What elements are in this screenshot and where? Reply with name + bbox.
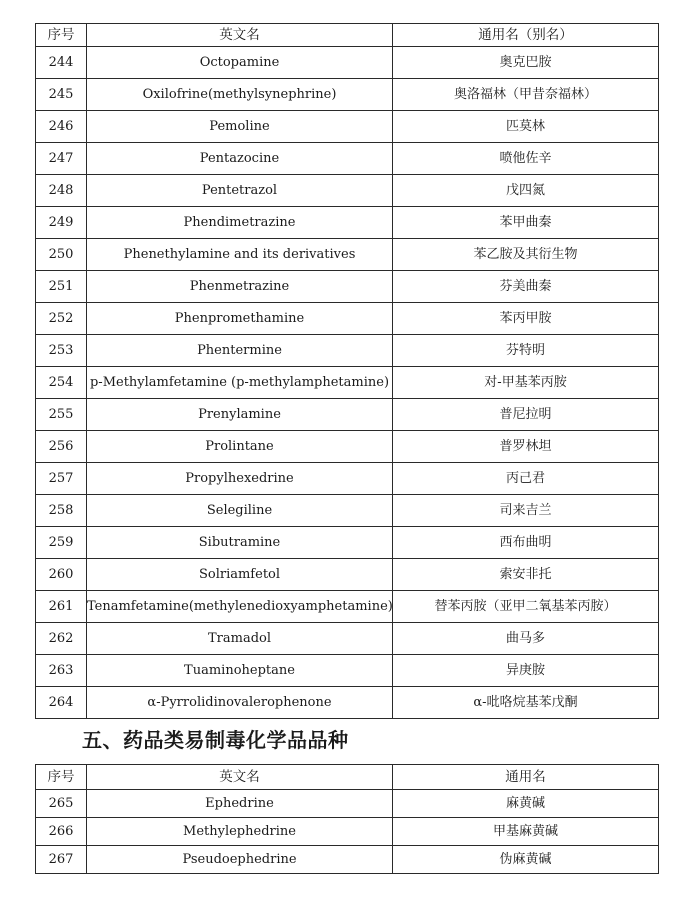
row-number: 259 (36, 527, 87, 559)
common-name: α-吡咯烷基苯戊酮 (393, 687, 659, 719)
row-number: 248 (36, 175, 87, 207)
row-number: 255 (36, 399, 87, 431)
english-name: Phenethylamine and its derivatives (87, 239, 393, 271)
row-number: 262 (36, 623, 87, 655)
table-header-row (36, 24, 659, 47)
row-number: 249 (36, 207, 87, 239)
table-row (36, 655, 659, 687)
substance-table (35, 23, 659, 719)
row-number: 261 (36, 591, 87, 623)
common-name: 曲马多 (393, 623, 659, 655)
table-row (36, 303, 659, 335)
english-name: Methylephedrine (87, 818, 393, 846)
row-number: 254 (36, 367, 87, 399)
common-name: 普尼拉明 (393, 399, 659, 431)
table-body (36, 47, 659, 719)
row-number: 245 (36, 79, 87, 111)
common-name: 普罗林坦 (393, 431, 659, 463)
common-name: 喷他佐辛 (393, 143, 659, 175)
english-name: Phentermine (87, 335, 393, 367)
table-header-row (36, 765, 659, 790)
row-number: 266 (36, 818, 87, 846)
row-number: 258 (36, 495, 87, 527)
english-name: Phenmetrazine (87, 271, 393, 303)
english-name: Pentazocine (87, 143, 393, 175)
table-row (36, 271, 659, 303)
row-number: 250 (36, 239, 87, 271)
english-name: Prenylamine (87, 399, 393, 431)
row-number: 252 (36, 303, 87, 335)
table-row (36, 559, 659, 591)
table-row (36, 207, 659, 239)
table-row (36, 591, 659, 623)
english-name: Oxilofrine(methylsynephrine) (87, 79, 393, 111)
table-row (36, 495, 659, 527)
common-name: 匹莫林 (393, 111, 659, 143)
english-name: Ephedrine (87, 790, 393, 818)
section-heading: 五、药品类易制毒化学品品种 (82, 728, 349, 752)
row-number: 263 (36, 655, 87, 687)
table-body (36, 790, 659, 874)
table-row (36, 367, 659, 399)
english-name: Selegiline (87, 495, 393, 527)
precursor-table (35, 764, 659, 874)
english-name: Tenamfetamine(methylenedioxyamphetamine) (87, 591, 393, 623)
common-name: 司来吉兰 (393, 495, 659, 527)
table-row (36, 790, 659, 818)
common-name: 替苯丙胺（亚甲二氧基苯丙胺） (393, 591, 659, 623)
english-name: Phendimetrazine (87, 207, 393, 239)
header-common-name: 通用名（别名） (393, 24, 659, 47)
table-row (36, 335, 659, 367)
row-number: 244 (36, 47, 87, 79)
english-name: Prolintane (87, 431, 393, 463)
common-name: 苯丙甲胺 (393, 303, 659, 335)
row-number: 251 (36, 271, 87, 303)
english-name: Pemoline (87, 111, 393, 143)
common-name: 伪麻黄碱 (393, 846, 659, 874)
row-number: 264 (36, 687, 87, 719)
common-name: 奥洛福林（甲昔奈福林） (393, 79, 659, 111)
english-name: Tramadol (87, 623, 393, 655)
row-number: 260 (36, 559, 87, 591)
row-number: 265 (36, 790, 87, 818)
table-row (36, 175, 659, 207)
table-row (36, 431, 659, 463)
table-row (36, 623, 659, 655)
row-number: 246 (36, 111, 87, 143)
table-row (36, 111, 659, 143)
english-name: Phenpromethamine (87, 303, 393, 335)
table-row (36, 399, 659, 431)
table-row (36, 239, 659, 271)
header-number: 序号 (36, 24, 87, 47)
english-name: Tuaminoheptane (87, 655, 393, 687)
table-row (36, 143, 659, 175)
common-name: 对-甲基苯丙胺 (393, 367, 659, 399)
header-common-name: 通用名 (393, 765, 659, 790)
common-name: 芬特明 (393, 335, 659, 367)
table-row (36, 818, 659, 846)
row-number: 267 (36, 846, 87, 874)
common-name: 苯乙胺及其衍生物 (393, 239, 659, 271)
header-english-name: 英文名 (87, 765, 393, 790)
header-number: 序号 (36, 765, 87, 790)
english-name: Pseudoephedrine (87, 846, 393, 874)
row-number: 257 (36, 463, 87, 495)
common-name: 戊四氮 (393, 175, 659, 207)
table-row (36, 527, 659, 559)
common-name: 异庚胺 (393, 655, 659, 687)
common-name: 丙己君 (393, 463, 659, 495)
row-number: 256 (36, 431, 87, 463)
english-name: Solriamfetol (87, 559, 393, 591)
common-name: 麻黄碱 (393, 790, 659, 818)
row-number: 247 (36, 143, 87, 175)
english-name: Sibutramine (87, 527, 393, 559)
table-row (36, 79, 659, 111)
english-name: Pentetrazol (87, 175, 393, 207)
header-english-name: 英文名 (87, 24, 393, 47)
english-name: Octopamine (87, 47, 393, 79)
table-row (36, 463, 659, 495)
common-name: 甲基麻黄碱 (393, 818, 659, 846)
common-name: 苯甲曲秦 (393, 207, 659, 239)
english-name: α-Pyrrolidinovalerophenone (87, 687, 393, 719)
english-name: p-Methylamfetamine (p-methylamphetamine) (87, 367, 393, 399)
common-name: 芬美曲秦 (393, 271, 659, 303)
table-row (36, 687, 659, 719)
common-name: 西布曲明 (393, 527, 659, 559)
common-name: 索安非托 (393, 559, 659, 591)
common-name: 奥克巴胺 (393, 47, 659, 79)
table-row (36, 47, 659, 79)
row-number: 253 (36, 335, 87, 367)
table-row (36, 846, 659, 874)
english-name: Propylhexedrine (87, 463, 393, 495)
